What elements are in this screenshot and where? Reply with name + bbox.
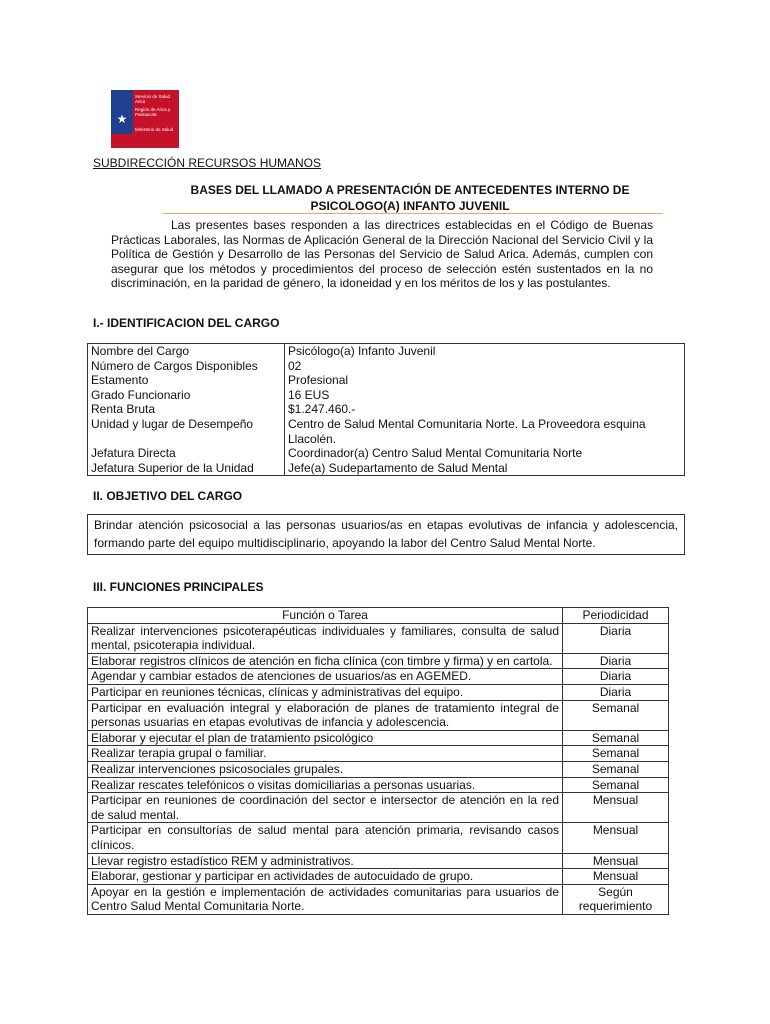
table-row [88,884,669,914]
task-cell: Realizar rescates telefónicos o visitas domiciliarias a personas usuarias. [88,777,563,793]
title-line2: PSICOLOGO(A) INFANTO JUVENIL [310,199,510,213]
col-function-header: Función o Tarea [88,608,563,624]
servicio-salud-arica-logo [111,90,179,148]
period-cell: Semanal [563,777,669,793]
table-row [88,746,669,762]
funciones-header-row [88,608,669,624]
row-label: Estamento [88,373,285,388]
table-row [88,373,685,388]
period-cell: Mensual [563,869,669,885]
section3-heading: III. FUNCIONES PRINCIPALES [93,580,264,594]
table-row [88,417,685,446]
row-value: $1.247.460.- [285,402,685,417]
task-cell: Realizar intervenciones psicoterapéuticas individuales y familiares, consulta de salud mental, psicoterapia individual. [88,623,563,653]
table-row [88,777,669,793]
period-cell: Diaria [563,669,669,685]
col-period-header: Periodicidad [563,608,669,624]
title-underline [163,213,663,214]
logo-line1: Servicio de Salud Arica [135,94,171,104]
intro-paragraph: Las presentes bases responden a las directrices establecidas en el Código de Buenas Prácticas Laborales, las Normas de Aplicación General de la Dirección Nacional del Servicio Civil y la Política de Gestión y Desarrollo de las Personas del Servicio de Salud Arica. Además, cumplen con asegurar que los métodos y procedimientos del proceso de selección estén sustentados en la no discriminación, en la paridad de género, la idoneidad y en los méritos de los y las postulantes. [111,218,653,291]
task-cell: Participar en reuniones de coordinación del sector e intersector de atención en la red de salud mental. [88,793,563,823]
row-label: Unidad y lugar de Desempeño [88,417,285,446]
task-cell: Realizar terapia grupal o familiar. [88,746,563,762]
row-value: Psicólogo(a) Infanto Juvenil [285,344,685,359]
period-cell: Mensual [563,793,669,823]
section2-heading: II. OBJETIVO DEL CARGO [93,489,243,503]
task-cell: Elaborar y ejecutar el plan de tratamiento psicológico [88,730,563,746]
row-label: Renta Bruta [88,402,285,417]
logo-text-block [133,90,179,148]
period-cell: Mensual [563,853,669,869]
period-cell: Diaria [563,684,669,700]
period-cell: Según requerimiento [563,884,669,914]
table-row [88,869,669,885]
table-row [88,344,685,359]
table-row [88,461,685,476]
row-label: Nombre del Cargo [88,344,285,359]
task-cell: Agendar y cambiar estados de atenciones de usuarios/as en AGEMED. [88,669,563,685]
table-row [88,359,685,374]
row-label: Grado Funcionario [88,388,285,403]
table-row [88,669,669,685]
task-cell: Apoyar en la gestión e implementación de actividades comunitarias para usuarios de Centro Salud Mental Comunitaria Norte. [88,884,563,914]
section1-heading: I.- IDENTIFICACION DEL CARGO [93,316,280,330]
period-cell: Semanal [563,746,669,762]
identificacion-table [87,343,685,476]
row-label: Jefatura Directa [88,446,285,461]
row-value: Profesional [285,373,685,388]
task-cell: Participar en reuniones técnicas, clínicas y administrativas del equipo. [88,684,563,700]
row-value: Centro de Salud Mental Comunitaria Norte. La Proveedora esquina Llacolén. [285,417,685,446]
logo-flag-blue [111,90,133,148]
row-label: Jefatura Superior de la Unidad [88,461,285,476]
table-row [88,388,685,403]
task-cell: Elaborar, gestionar y participar en actividades de autocuidado de grupo. [88,869,563,885]
table-row [88,853,669,869]
table-row [88,402,685,417]
period-cell: Diaria [563,653,669,669]
task-cell: Realizar intervenciones psicosociales grupales. [88,761,563,777]
document-title [150,182,670,214]
funciones-table [87,607,669,915]
table-row [88,761,669,777]
table-row [88,684,669,700]
table-row [88,446,685,461]
row-value: Jefe(a) Sudepartamento de Salud Mental [285,461,685,476]
task-cell: Llevar registro estadístico REM y administrativos. [88,853,563,869]
row-value: Coordinador(a) Centro Salud Mental Comunitaria Norte [285,446,685,461]
row-value: 02 [285,359,685,374]
objetivo-box: Brindar atención psicosocial a las personas usuarios/as en etapas evolutivas de infancia y adolescencia, formando parte del equipo multidisciplinario, apoyando la labor del Centro Salud Mental Norte. [87,514,685,555]
logo-flag-red-bar [111,134,133,148]
subdireccion-heading: SUBDIRECCIÓN RECURSOS HUMANOS [93,156,322,170]
period-cell: Semanal [563,730,669,746]
task-cell: Elaborar registros clínicos de atención en ficha clínica (con timbre y firma) y en cartola. [88,653,563,669]
row-label: Número de Cargos Disponibles [88,359,285,374]
period-cell: Diaria [563,623,669,653]
table-row [88,623,669,653]
period-cell: Semanal [563,761,669,777]
task-cell: Participar en consultorías de salud mental para atención primaria, revisando casos clínicos. [88,823,563,853]
row-value: 16 EUS [285,388,685,403]
table-row [88,700,669,730]
title-line1: BASES DEL LLAMADO A PRESENTACIÓN DE ANTECEDENTES INTERNO DE [190,183,630,197]
table-row [88,730,669,746]
table-row [88,653,669,669]
table-row [88,793,669,823]
table-row [88,823,669,853]
task-cell: Participar en evaluación integral y elaboración de planes de tratamiento integral de personas usuarias en etapas evolutivas de infancia y adolescencia. [88,700,563,730]
logo-line2: Región de Arica y Parinacota [135,107,171,117]
period-cell: Semanal [563,700,669,730]
star-icon: ★ [116,112,128,126]
logo-line3: Ministerio de Salud [135,127,174,132]
period-cell: Mensual [563,823,669,853]
